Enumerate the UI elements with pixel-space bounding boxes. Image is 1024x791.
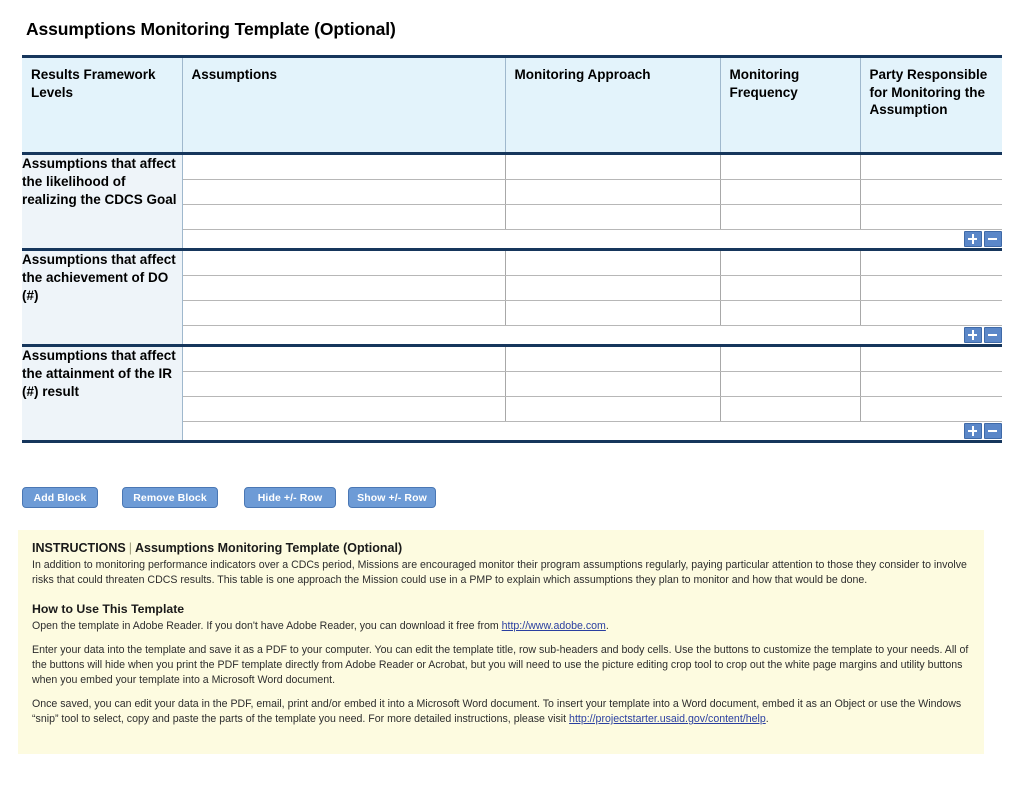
cell-party-responsible[interactable] [860, 301, 1002, 326]
assumptions-table-wrapper [22, 55, 1002, 443]
instructions-panel [18, 530, 984, 754]
instructions-heading [32, 541, 970, 555]
cell-party-responsible[interactable] [860, 180, 1002, 205]
block-label-ir[interactable]: Assumptions that affect the attainment of the IR (#) result [22, 346, 182, 442]
show-plus-minus-row-button[interactable]: Show +/- Row [348, 487, 436, 508]
cell-monitoring-frequency[interactable] [720, 372, 860, 397]
cell-monitoring-frequency[interactable] [720, 301, 860, 326]
cell-monitoring-approach[interactable] [505, 154, 720, 180]
column-header-party-responsible: Party Responsible for Monitoring the Assumption [860, 57, 1002, 154]
cell-monitoring-approach[interactable] [505, 301, 720, 326]
row-controls-cell [182, 230, 1002, 250]
table-row [22, 250, 1002, 276]
instructions-label: INSTRUCTIONS [32, 541, 126, 555]
minus-icon[interactable] [984, 231, 1002, 247]
column-header-monitoring-frequency: Monitoring Frequency [720, 57, 860, 154]
cell-monitoring-approach[interactable] [505, 205, 720, 230]
cell-party-responsible[interactable] [860, 154, 1002, 180]
table-row [22, 346, 1002, 372]
cell-assumptions[interactable] [182, 397, 505, 422]
cell-assumptions[interactable] [182, 372, 505, 397]
adobe-reader-link[interactable]: http://www.adobe.com [501, 620, 606, 633]
minus-icon[interactable] [984, 423, 1002, 439]
instructions-paragraph-1 [32, 619, 970, 634]
add-block-button[interactable]: Add Block [22, 487, 98, 508]
instructions-intro: In addition to monitoring performance indicators over a CDCs period, Missions are encouraged monitor their program assumptions regularly, paying particular attention to those they consider to involve risks that could threaten CDCS results. This table is one approach the Mission could use in a PMP to explain which assumptions they plan to monitor and how that would be done. [32, 559, 967, 587]
column-header-results-framework-levels: Results Framework Levels [22, 57, 182, 154]
cell-monitoring-frequency[interactable] [720, 180, 860, 205]
block-label-do[interactable]: Assumptions that affect the achievement of DO (#) [22, 250, 182, 346]
paragraph-3-text-after-link: . [765, 713, 769, 726]
table-header-row [22, 57, 1002, 154]
cell-monitoring-frequency[interactable] [720, 205, 860, 230]
instructions-heading-title: Assumptions Monitoring Template (Optional) [135, 541, 403, 555]
table-body [22, 154, 1002, 442]
cell-assumptions[interactable] [182, 250, 505, 276]
cell-assumptions[interactable] [182, 180, 505, 205]
table-row [22, 154, 1002, 180]
how-to-use-heading: How to Use This Template [32, 602, 185, 617]
cell-assumptions[interactable] [182, 276, 505, 301]
cell-party-responsible[interactable] [860, 250, 1002, 276]
cell-assumptions[interactable] [182, 205, 505, 230]
instructions-paragraph-2: Enter your data into the template and save it as a PDF to your computer. You can edit the template title, row sub-headers and body cells. Use the buttons to customize the template to your needs. All of the buttons will hide when you print the PDF template directly from Adobe Reader or Acrobat, but you will need to use the picture editing crop tool to crop out the white page margins and utility buttons when you embed your template into a Microsoft Word document. [32, 644, 969, 687]
cell-monitoring-approach[interactable] [505, 250, 720, 276]
cell-party-responsible[interactable] [860, 397, 1002, 422]
instructions-paragraph-3 [32, 697, 970, 727]
plus-icon[interactable] [964, 327, 982, 343]
cell-assumptions[interactable] [182, 346, 505, 372]
projectstarter-help-link[interactable]: http://projectstarter.usaid.gov/content/help [569, 713, 766, 726]
cell-monitoring-frequency[interactable] [720, 154, 860, 180]
column-header-monitoring-approach: Monitoring Approach [505, 57, 720, 154]
row-controls-cell [182, 422, 1002, 442]
assumptions-monitoring-table [22, 55, 1002, 443]
cell-monitoring-approach[interactable] [505, 276, 720, 301]
cell-party-responsible[interactable] [860, 346, 1002, 372]
block-label-goal[interactable]: Assumptions that affect the likelihood of realizing the CDCS Goal [22, 154, 182, 250]
cell-monitoring-frequency[interactable] [720, 397, 860, 422]
cell-monitoring-frequency[interactable] [720, 276, 860, 301]
cell-monitoring-approach[interactable] [505, 397, 720, 422]
cell-assumptions[interactable] [182, 154, 505, 180]
paragraph-1-text-before-link: Open the template in Adobe Reader. If you don't have Adobe Reader, you can download it free from [32, 620, 502, 633]
instructions-heading-separator: | [128, 541, 132, 555]
hide-plus-minus-row-button[interactable]: Hide +/- Row [244, 487, 336, 508]
cell-monitoring-approach[interactable] [505, 180, 720, 205]
cell-monitoring-approach[interactable] [505, 346, 720, 372]
cell-party-responsible[interactable] [860, 276, 1002, 301]
column-header-assumptions: Assumptions [182, 57, 505, 154]
cell-party-responsible[interactable] [860, 372, 1002, 397]
plus-icon[interactable] [964, 231, 982, 247]
paragraph-1-text-after-link: . [605, 620, 609, 633]
template-action-buttons [22, 487, 1002, 509]
plus-icon[interactable] [964, 423, 982, 439]
cell-party-responsible[interactable] [860, 205, 1002, 230]
cell-monitoring-frequency[interactable] [720, 250, 860, 276]
page-title: Assumptions Monitoring Template (Optional) [26, 19, 396, 39]
cell-monitoring-frequency[interactable] [720, 346, 860, 372]
minus-icon[interactable] [984, 327, 1002, 343]
row-controls-cell [182, 326, 1002, 346]
cell-assumptions[interactable] [182, 301, 505, 326]
paragraph-3-text-before-link: Once saved, you can edit your data in the PDF, email, print and/or embed it into a Microsoft Word document. To insert your template into a Word document, embed it as an Object or use the Windows “snip” tool to select, copy and paste the parts of the template you need. For more detailed instructions, please visit [32, 698, 962, 726]
remove-block-button[interactable]: Remove Block [122, 487, 218, 508]
cell-monitoring-approach[interactable] [505, 372, 720, 397]
